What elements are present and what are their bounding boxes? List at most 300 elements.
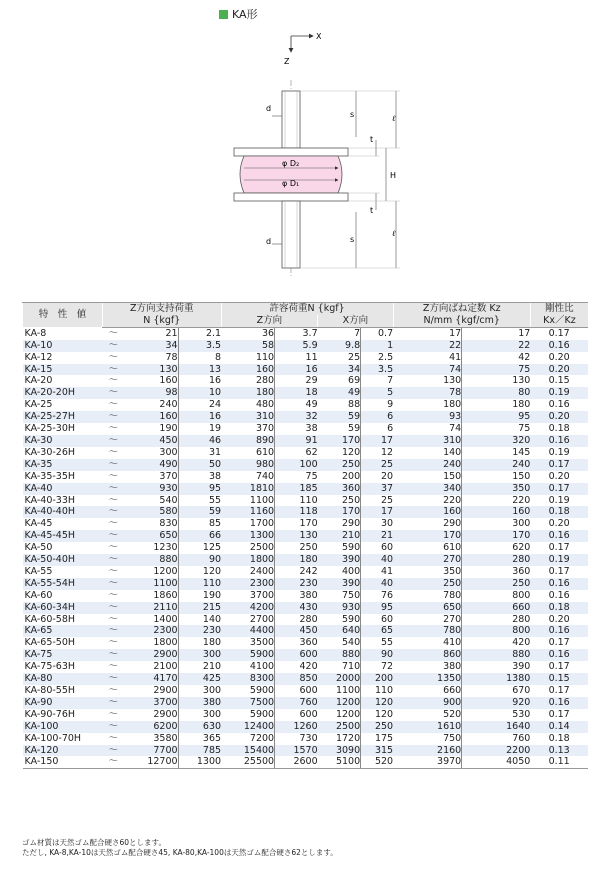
cell-ax: 880 — [318, 649, 361, 661]
table-row — [23, 673, 589, 685]
cell-model: KA-65 — [23, 625, 103, 637]
cell-kn: 650 — [393, 602, 462, 614]
cell-r: 0.18 — [530, 602, 588, 614]
cell-kn: 1350 — [393, 673, 462, 685]
spec-table — [22, 302, 588, 769]
cell-kk: 2200 — [462, 745, 531, 757]
cell-kn: 74 — [449, 423, 462, 435]
cell-zk: 38 — [178, 471, 221, 483]
table-row — [23, 649, 589, 661]
table-row — [23, 697, 589, 709]
cell-model: KA-50 — [24, 542, 53, 554]
cell-az: 1700 — [249, 518, 275, 530]
cell-azk: 430 — [275, 602, 318, 614]
cell-zn: 2100 — [153, 661, 178, 673]
cell-kn: 17 — [449, 327, 462, 339]
cell-kn: 380 — [443, 661, 462, 673]
cell-az: 980 — [221, 459, 275, 471]
table-row — [23, 411, 589, 423]
cell-zk: 2.1 — [178, 327, 221, 339]
cell-zk: 50 — [178, 459, 221, 471]
table-row — [23, 435, 589, 447]
cell-zk: 300 — [178, 709, 221, 721]
cell-model: KA-40-33H — [24, 494, 76, 506]
cell-zk: 59 — [178, 506, 221, 518]
cell-r: 0.19 — [548, 446, 570, 458]
cell-ax: 7 — [354, 327, 361, 339]
cell-tilde: ～ — [103, 721, 125, 733]
cell-model: KA-100 — [23, 721, 103, 733]
cell-kn: 240 — [393, 459, 462, 471]
s-bottom-label: s — [350, 235, 355, 244]
cell-model: KA-80-55H — [24, 685, 76, 696]
cell-kn: 74 — [393, 364, 462, 376]
cell-az: 2400 — [249, 565, 275, 577]
cell-kk: 360 — [462, 566, 531, 578]
cell-zk: 230 — [178, 625, 221, 637]
table-row — [23, 506, 589, 518]
cell-zk: 10 — [178, 387, 221, 399]
cell-zn: 1400 — [153, 613, 178, 625]
cell-tilde: ～ — [103, 411, 125, 423]
table-row — [23, 483, 589, 495]
table-row — [23, 471, 589, 483]
cell-kn: 310 — [393, 435, 462, 447]
cell-r: 0.18 — [548, 423, 570, 435]
cell-zk: 140 — [178, 614, 221, 626]
cell-zk: 13 — [178, 364, 221, 376]
cell-kn: 150 — [443, 470, 462, 482]
cell-zk: 380 — [178, 697, 221, 709]
cell-zk: 46 — [178, 435, 221, 447]
cell-axk: 72 — [361, 661, 393, 673]
table-row — [23, 590, 589, 602]
cell-axk: 21 — [361, 530, 393, 542]
cell-model: KA-12 — [24, 351, 53, 363]
header-ratio: 剛性比 — [530, 303, 588, 315]
cell-model: KA-75 — [23, 649, 103, 661]
table-row — [23, 661, 589, 673]
cell-model: KA-65-50H — [24, 637, 76, 649]
cell-zk: 300 — [178, 685, 221, 697]
z-axis-label: Z — [284, 57, 290, 66]
cell-r: 0.20 — [548, 470, 570, 482]
cell-axk: 5 — [361, 387, 393, 399]
cell-kk: 1640 — [462, 721, 531, 733]
cell-azk: 600 — [275, 709, 318, 721]
cell-az: 7200 — [249, 732, 275, 744]
cell-azk: 450 — [275, 625, 318, 637]
table-row — [23, 495, 589, 507]
cell-r: 0.16 — [530, 530, 588, 542]
cell-az: 5900 — [249, 685, 275, 696]
l-top-label: ℓ — [392, 114, 396, 123]
table-row — [23, 709, 589, 721]
cell-kk: 75 — [462, 364, 531, 376]
cell-model: KA-40-40H — [23, 506, 103, 518]
cell-kk: 220 — [462, 495, 531, 507]
cell-az: 1810 — [221, 483, 275, 495]
cell-az: 180 — [221, 387, 275, 399]
dimension-drawing — [0, 0, 609, 300]
cell-zk: 55 — [178, 495, 221, 507]
cell-tilde: ～ — [103, 649, 125, 661]
cell-tilde: ～ — [108, 708, 119, 720]
cell-tilde: ～ — [103, 483, 125, 495]
cell-zk: 85 — [178, 518, 221, 530]
cell-zk: 110 — [178, 578, 221, 590]
cell-model: KA-25-30H — [24, 423, 76, 435]
bottom-bolt — [282, 201, 300, 268]
cell-kn: 860 — [393, 649, 462, 661]
cell-tilde: ～ — [103, 756, 125, 768]
cell-kk: 240 — [462, 459, 531, 471]
cell-r: 0.16 — [548, 399, 570, 411]
cell-zn: 2900 — [125, 649, 179, 661]
cell-model: KA-45 — [24, 518, 53, 530]
cell-model: KA-100-70H — [24, 732, 82, 744]
cell-kk: 4050 — [462, 756, 531, 768]
cell-r: 0.19 — [530, 554, 588, 566]
cell-tilde: ～ — [103, 506, 125, 518]
cell-az: 2500 — [249, 542, 275, 554]
cell-tilde: ～ — [108, 613, 119, 625]
cell-r: 0.18 — [530, 506, 588, 518]
cell-kk: 17 — [462, 327, 531, 339]
cell-r: 0.17 — [530, 483, 588, 495]
notes — [22, 838, 338, 858]
cell-azk: 62 — [275, 447, 318, 459]
cell-kk: 180 — [462, 399, 531, 411]
cell-azk: 170 — [275, 518, 318, 530]
cell-tilde: ～ — [108, 518, 119, 530]
cell-model: KA-60-34H — [23, 602, 103, 614]
cell-r: 0.16 — [530, 340, 588, 352]
cell-ax: 930 — [318, 602, 361, 614]
table-row — [23, 733, 589, 745]
cell-zk: 3.5 — [178, 340, 221, 352]
cell-ax: 1200 — [318, 697, 361, 709]
cell-r: 0.20 — [530, 364, 588, 376]
table-row — [23, 327, 589, 339]
cell-az: 1100 — [249, 494, 275, 506]
cell-tilde: ～ — [108, 685, 119, 696]
cell-zn: 130 — [125, 364, 179, 376]
cell-azk: 242 — [275, 566, 318, 578]
cell-r: 0.15 — [530, 673, 588, 685]
cell-az: 2700 — [249, 613, 275, 625]
cell-az: 1300 — [221, 530, 275, 542]
cell-azk: 420 — [275, 661, 318, 673]
cell-tilde: ～ — [108, 399, 119, 411]
table-row — [23, 721, 589, 733]
cell-kn: 610 — [443, 542, 462, 554]
cell-axk: 6 — [361, 411, 393, 423]
cell-r: 0.19 — [530, 387, 588, 399]
cell-ax: 360 — [318, 483, 361, 495]
cell-kn: 410 — [443, 637, 462, 649]
cell-kk: 80 — [462, 387, 531, 399]
cell-ax: 120 — [342, 446, 361, 458]
cell-ax: 1100 — [335, 685, 361, 696]
cell-zn: 1100 — [125, 578, 179, 590]
cell-zn: 160 — [159, 375, 178, 387]
table-row — [23, 423, 589, 435]
cell-zn: 3700 — [125, 697, 179, 709]
cell-ax: 390 — [318, 554, 361, 566]
cell-r: 0.16 — [530, 649, 588, 661]
cell-azk: 250 — [275, 542, 318, 554]
cell-zn: 650 — [125, 530, 179, 542]
cell-az: 110 — [255, 351, 275, 363]
cell-axk: 12 — [361, 447, 393, 459]
cell-azk: 18 — [275, 387, 318, 399]
cell-kn: 170 — [393, 530, 462, 542]
cell-kk: 530 — [462, 709, 531, 721]
cell-az: 12400 — [221, 721, 275, 733]
cell-zn: 160 — [125, 411, 179, 423]
note-line-2: ただし, KA-8,KA-10は天然ゴム配合硬さ45, KA-80,KA-100は天然ゴム配合硬さ62とします。 — [22, 848, 338, 857]
cell-kn: 340 — [393, 483, 462, 495]
cell-az: 5900 — [221, 649, 275, 661]
cell-r: 0.20 — [548, 351, 570, 363]
cell-az: 1160 — [221, 506, 275, 518]
cell-az: 370 — [255, 423, 275, 435]
cell-kk: 390 — [462, 661, 531, 673]
cell-axk: 60 — [361, 614, 393, 626]
cell-zn: 1200 — [153, 565, 178, 577]
cell-tilde: ～ — [108, 494, 119, 506]
cell-azk: 11 — [275, 352, 318, 364]
cell-zn: 930 — [125, 483, 179, 495]
cell-model: KA-25-27H — [23, 411, 103, 423]
cell-az: 4100 — [249, 661, 275, 673]
cell-az: 5900 — [249, 708, 275, 720]
header-z-support: Z方向支持荷重 — [103, 303, 222, 315]
cell-ax: 49 — [318, 387, 361, 399]
cell-ax: 69 — [348, 375, 361, 387]
cell-azk: 380 — [275, 590, 318, 602]
cell-azk: 16 — [275, 364, 318, 376]
table-row — [23, 554, 589, 566]
cell-azk: 130 — [275, 530, 318, 542]
cell-ax: 9.8 — [318, 340, 361, 352]
cell-ax: 5100 — [318, 756, 361, 768]
cell-zn: 490 — [125, 459, 179, 471]
cell-zn: 78 — [165, 351, 178, 363]
cell-kn: 78 — [393, 387, 462, 399]
cell-azk: 360 — [275, 637, 318, 649]
cell-kk: 280 — [462, 614, 531, 626]
cell-az: 8300 — [221, 673, 275, 685]
cell-axk: 55 — [361, 637, 393, 649]
cell-kk: 42 — [462, 352, 531, 364]
cell-zk: 95 — [178, 483, 221, 495]
cell-kn: 780 — [443, 589, 462, 601]
cell-kk: 130 — [462, 375, 531, 387]
note-line-1: ゴム材質は天然ゴム配合硬さ60とします。 — [22, 838, 166, 847]
cell-kk: 22 — [462, 340, 531, 352]
cell-azk: 110 — [275, 495, 318, 507]
cell-az: 1800 — [221, 554, 275, 566]
cell-axk: 40 — [361, 554, 393, 566]
cell-zk: 365 — [178, 733, 221, 745]
cell-axk: 25 — [361, 495, 393, 507]
cell-kk: 150 — [462, 471, 531, 483]
h-label: H — [390, 171, 397, 180]
cell-azk: 600 — [275, 685, 318, 697]
cell-model: KA-60-58H — [24, 613, 76, 625]
cell-model: KA-30 — [23, 435, 103, 447]
header-spring-unit: N/mm {kgf/cm} — [393, 315, 530, 327]
cell-model: KA-55 — [24, 565, 53, 577]
cell-axk: 17 — [361, 435, 393, 447]
cell-zn: 4170 — [125, 673, 179, 685]
cell-r: 0.17 — [548, 661, 570, 673]
cell-model: KA-150 — [23, 756, 103, 768]
cell-ax: 2500 — [318, 721, 361, 733]
cell-axk: 30 — [361, 518, 393, 530]
cell-tilde: ～ — [103, 387, 125, 399]
cell-kk: 170 — [462, 530, 531, 542]
cell-az: 480 — [255, 399, 275, 411]
cell-zk: 24 — [178, 399, 221, 411]
cell-tilde: ～ — [103, 340, 125, 352]
cell-zk: 425 — [178, 673, 221, 685]
cell-tilde: ～ — [108, 637, 119, 649]
cell-kk: 145 — [462, 447, 531, 459]
cell-r: 0.20 — [548, 613, 570, 625]
cell-tilde: ～ — [108, 732, 119, 744]
cell-tilde: ～ — [103, 625, 125, 637]
cell-kn: 3970 — [393, 756, 462, 768]
cell-azk: 29 — [275, 375, 318, 387]
cell-r: 0.17 — [530, 459, 588, 471]
cell-kk: 300 — [462, 518, 531, 530]
header-z-support-unit: N {kgf} — [103, 315, 222, 327]
cell-ax: 590 — [342, 542, 361, 554]
cell-ax: 59 — [348, 423, 361, 435]
cell-az: 280 — [255, 375, 275, 387]
cell-tilde: ～ — [108, 565, 119, 577]
cell-azk: 600 — [275, 649, 318, 661]
table-row — [23, 745, 589, 757]
cell-tilde: ～ — [108, 327, 119, 339]
cell-ax: 540 — [342, 637, 361, 649]
x-axis-label: X — [316, 32, 322, 41]
header-allowable: 許容荷重N {kgf} — [221, 303, 393, 315]
cell-tilde: ～ — [103, 697, 125, 709]
cell-kn: 900 — [393, 697, 462, 709]
cell-zn: 3580 — [153, 732, 178, 744]
cell-zn: 1230 — [153, 542, 178, 554]
cell-zn: 1800 — [153, 637, 178, 649]
cell-kk: 95 — [462, 411, 531, 423]
cell-ax: 59 — [318, 411, 361, 423]
cell-r: 0.14 — [530, 721, 588, 733]
cell-ax: 250 — [318, 459, 361, 471]
section-title-text: KA形 — [232, 8, 258, 21]
cell-azk: 118 — [275, 506, 318, 518]
cell-tilde: ～ — [108, 446, 119, 458]
cell-kk: 920 — [462, 697, 531, 709]
cell-r: 0.17 — [548, 637, 570, 649]
cell-axk: 6 — [361, 423, 393, 435]
cell-axk: 175 — [361, 733, 393, 745]
cell-r: 0.16 — [530, 625, 588, 637]
cell-model: KA-120 — [23, 745, 103, 757]
cell-r: 0.17 — [548, 542, 570, 554]
cell-kn: 1610 — [393, 721, 462, 733]
cell-axk: 17 — [361, 506, 393, 518]
cell-ax: 250 — [342, 494, 361, 506]
cell-zk: 120 — [178, 566, 221, 578]
cell-az: 4200 — [221, 602, 275, 614]
cell-r: 0.11 — [530, 756, 588, 768]
cell-azk: 91 — [275, 435, 318, 447]
cell-tilde: ～ — [103, 459, 125, 471]
cell-kn: 780 — [393, 625, 462, 637]
cell-zn: 2300 — [125, 625, 179, 637]
cell-kk: 620 — [462, 542, 531, 554]
s-top-label: s — [350, 110, 355, 119]
cell-axk: 110 — [361, 685, 393, 697]
table-row — [23, 542, 589, 554]
bottom-plate — [234, 193, 348, 201]
cell-axk: 1 — [361, 340, 393, 352]
table-row — [23, 625, 589, 637]
cell-ax: 1200 — [335, 708, 361, 720]
cell-azk: 2600 — [275, 756, 318, 768]
cell-axk: 37 — [361, 483, 393, 495]
cell-zn: 2900 — [153, 685, 178, 696]
top-plate — [234, 148, 348, 156]
header-allowable-x: X方向 — [318, 315, 393, 327]
cell-zk: 630 — [178, 721, 221, 733]
cell-zn: 98 — [125, 387, 179, 399]
cell-zn: 190 — [159, 423, 178, 435]
cell-kk: 760 — [462, 733, 531, 745]
cell-model: KA-80 — [23, 673, 103, 685]
cell-model: KA-15 — [23, 364, 103, 376]
cell-kn: 22 — [393, 340, 462, 352]
cell-model: KA-45-45H — [23, 530, 103, 542]
cell-ax: 210 — [318, 530, 361, 542]
cell-zk: 210 — [178, 661, 221, 673]
cell-axk: 250 — [361, 721, 393, 733]
cell-kn: 250 — [393, 578, 462, 590]
cell-model: KA-20 — [24, 375, 53, 387]
cell-tilde: ～ — [103, 602, 125, 614]
cell-axk: 90 — [361, 649, 393, 661]
cell-azk: 1260 — [275, 721, 318, 733]
table-row — [23, 685, 589, 697]
cell-ax: 710 — [342, 661, 361, 673]
cell-azk: 38 — [275, 423, 318, 435]
cell-r: 0.13 — [530, 745, 588, 757]
cell-tilde: ～ — [103, 673, 125, 685]
cell-r: 0.20 — [548, 518, 570, 530]
cell-axk: 65 — [361, 625, 393, 637]
cell-ax: 88 — [348, 399, 361, 411]
cell-model: KA-75-63H — [24, 661, 76, 673]
cell-az: 740 — [255, 470, 275, 482]
table-row — [23, 399, 589, 411]
d-bottom-label: d — [266, 237, 272, 246]
d2-label: φ D₂ — [282, 159, 300, 168]
d1-label: φ D₁ — [282, 179, 300, 188]
cell-r: 0.16 — [530, 435, 588, 447]
